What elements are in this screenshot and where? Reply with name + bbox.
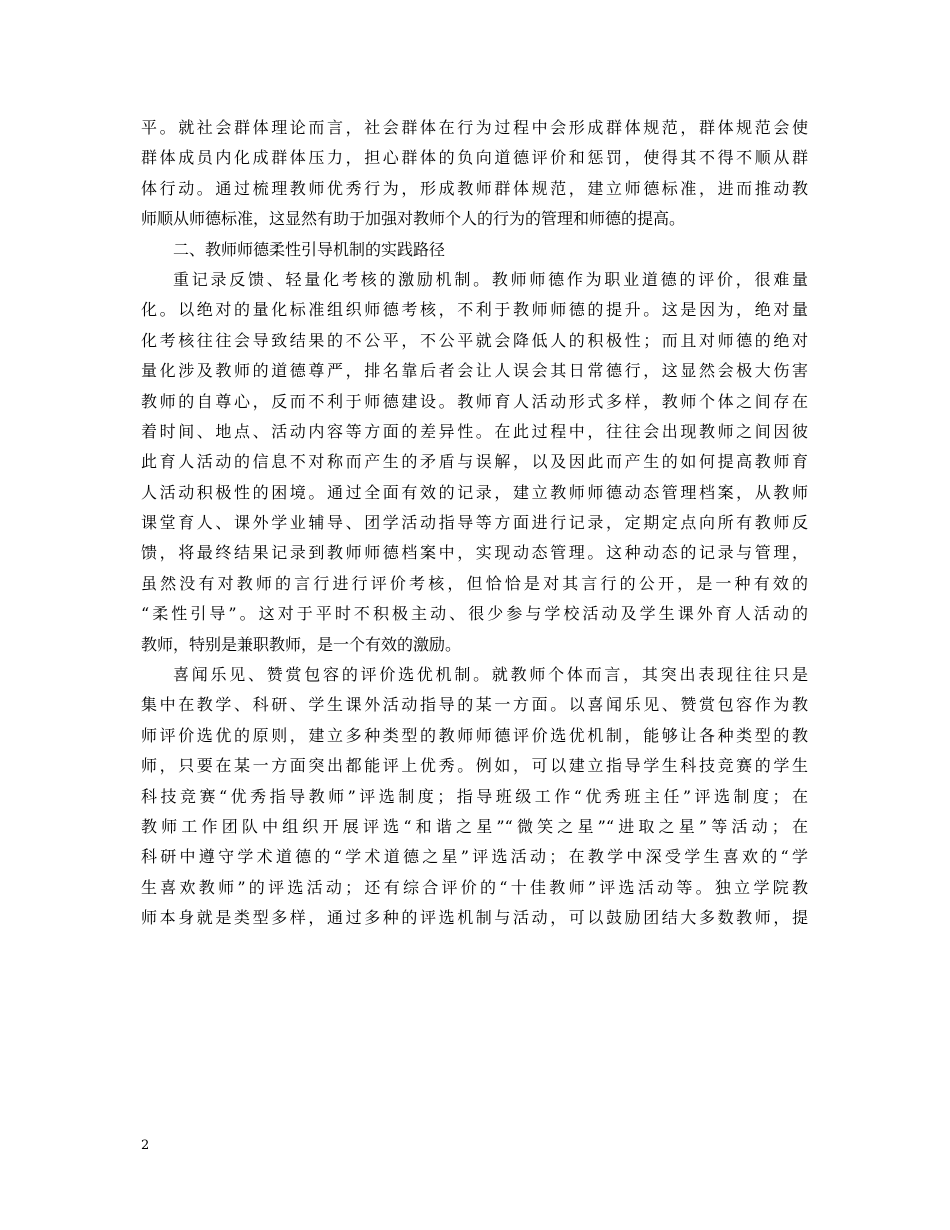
paragraph-continued [141,113,808,235]
text-line: 平。就社会群体理论而言，社会群体在行为过程中会形成群体规范，群体规范会使 [141,118,808,137]
text-line: 科研中遵守学术道德的“学术道德之星”评选活动；在教学中深受学生喜欢的“学 [141,847,808,867]
text-line: 教师的自尊心，反而不利于师德建设。教师育人活动形式多样，教师个体之间存在 [141,391,808,411]
text-line: 群体成员内化成群体压力，担心群体的负向道德评价和惩罚，使得其不得不顺从群 [141,148,808,168]
text-line: 师，只要在某一方面突出都能评上优秀。例如，可以建立指导学生科技竞赛的学生 [141,756,808,776]
text-line: 量化涉及教师的道德尊严，排名靠后者会让人误会其日常德行，这显然会极大伤害 [141,361,808,381]
text-line: 着时间、地点、活动内容等方面的差异性。在此过程中，往往会出现教师之间因彼 [141,421,808,441]
heading-line: 二、教师师德柔性引导机制的实践路径 [173,239,446,259]
text-line: 化。以绝对的量化标准组织师德考核，不利于教师师德的提升。这是因为，绝对量 [141,300,808,320]
text-line: 喜闻乐见、赞赏包容的评价选优机制。就教师个体而言，其突出表现往往只是 [173,665,808,685]
section-heading [141,235,808,265]
text-line: 师顺从师德标准，这显然有助于加强对教师个人的行为的管理和师德的提高。 [141,209,686,229]
text-line: 集中在教学、科研、学生课外活动指导的某一方面。以喜闻乐见、赞赏包容作为教 [141,695,808,715]
text-line: “柔性引导”。这对于平时不积极主动、很少参与学校活动及学生课外育人活动的 [141,604,808,624]
text-line: 馈，将最终结果记录到教师师德档案中，实现动态管理。这种动态的记录与管理， [141,543,808,563]
paragraph-incentive-mechanism [141,265,808,660]
text-line: 生喜欢教师”的评选活动；还有综合评价的“十佳教师”评选活动等。独立学院教 [141,877,808,897]
text-line: 教师，特别是兼职教师，是一个有效的激励。 [141,634,462,654]
text-line: 体行动。通过梳理教师优秀行为，形成教师群体规范，建立师德标准，进而推动教 [141,178,808,198]
paragraph-evaluation-mechanism [141,660,808,934]
text-line: 虽然没有对教师的言行进行评价考核，但恰恰是对其言行的公开，是一种有效的 [141,573,808,593]
text-line: 课堂育人、课外学业辅导、团学活动指导等方面进行记录，定期定点向所有教师反 [141,513,808,533]
text-line: 教师工作团队中组织开展评选“和谐之星”“微笑之星”“进取之星”等活动；在 [141,816,808,836]
text-line: 重记录反馈、轻量化考核的激励机制。教师师德作为职业道德的评价，很难量 [173,269,808,289]
text-line: 人活动积极性的困境。通过全面有效的记录，建立教师师德动态管理档案，从教师 [141,482,808,502]
text-line: 此育人活动的信息不对称而产生的矛盾与误解，以及因此而产生的如何提高教师育 [141,452,808,472]
text-line: 化考核往往会导致结果的不公平，不公平就会降低人的积极性；而且对师德的绝对 [141,330,808,350]
text-line: 师评价选优的原则，建立多种类型的教师师德评价选优机制，能够让各种类型的教 [141,725,808,745]
text-line: 科技竞赛“优秀指导教师”评选制度；指导班级工作“优秀班主任”评选制度；在 [141,786,808,806]
page-number: 2 [141,1138,150,1153]
document-body [141,113,808,934]
text-line: 师本身就是类型多样，通过多种的评选机制与活动，可以鼓励团结大多数教师，提 [141,908,808,928]
